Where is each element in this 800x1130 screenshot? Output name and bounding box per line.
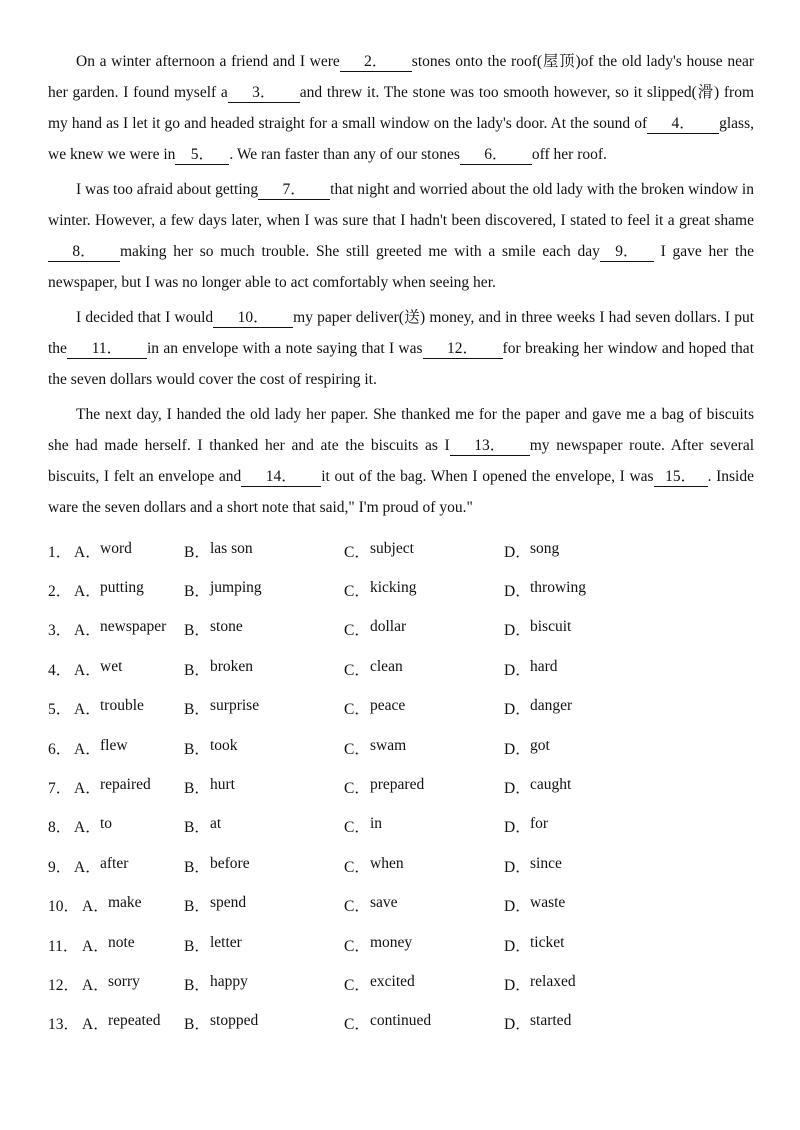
option-b[interactable]	[184, 737, 344, 759]
option-d[interactable]	[504, 618, 644, 640]
option-text: repaired	[100, 776, 151, 794]
option-letter: C．	[344, 583, 370, 601]
option-letter: A．	[74, 583, 101, 601]
option-letter: D．	[504, 937, 531, 955]
option-text: wet	[100, 657, 123, 675]
option-letter: C．	[344, 701, 370, 719]
passage-text: stones onto the roof(屋顶)of the old lady's house near her garden. I found myself a	[48, 53, 754, 101]
option-text: continued	[370, 1012, 432, 1030]
option-c[interactable]	[344, 1012, 504, 1034]
option-text: danger	[530, 697, 573, 715]
blank-6: 6．	[460, 146, 532, 165]
passage-text: in an envelope with a note saying that I was	[146, 340, 423, 357]
option-letter: A．	[82, 898, 109, 916]
passage-paragraph-3	[48, 302, 754, 395]
question-number: 11．	[48, 937, 79, 955]
blank-9: 9．	[600, 243, 654, 262]
option-text: happy	[210, 972, 248, 990]
option-letter: B．	[184, 543, 210, 561]
option-text: dollar	[370, 618, 407, 636]
option-letter: B．	[184, 583, 210, 601]
question-row	[48, 649, 754, 688]
passage-text: . Inside ware the seven dollars and a short note that said," I'm proud of you."	[48, 468, 754, 516]
option-a[interactable]	[48, 618, 184, 640]
passage-paragraph-4	[48, 399, 754, 523]
option-d[interactable]	[504, 540, 644, 562]
option-letter: B．	[184, 780, 210, 798]
option-d[interactable]	[504, 737, 644, 759]
option-text: spend	[210, 894, 247, 912]
option-b[interactable]	[184, 776, 344, 798]
question-row	[48, 886, 754, 925]
option-letter: A．	[74, 858, 101, 876]
passage-text: and threw it. The stone was too smooth however, so it slipped(滑) from my hand as I let it go and headed straight for a small window on the lady's door. At the sound of	[48, 84, 754, 132]
option-b[interactable]	[184, 579, 344, 601]
option-text: started	[530, 1012, 572, 1030]
option-letter: D．	[504, 701, 531, 719]
question-number: 10．	[48, 898, 80, 916]
option-letter: A．	[74, 701, 101, 719]
option-letter: A．	[74, 622, 101, 640]
option-text: in	[370, 815, 383, 833]
option-d[interactable]	[504, 973, 644, 995]
option-letter: A．	[74, 780, 101, 798]
option-letter: B．	[184, 898, 210, 916]
option-letter: B．	[184, 937, 210, 955]
option-letter: D．	[504, 1016, 531, 1034]
question-row	[48, 846, 754, 885]
option-text: stopped	[210, 1012, 259, 1030]
option-c[interactable]	[344, 934, 504, 956]
option-text: at	[210, 815, 222, 833]
option-letter: C．	[344, 819, 370, 837]
option-text: putting	[100, 579, 144, 597]
option-text: for	[530, 815, 549, 833]
option-text: surprise	[210, 697, 260, 715]
option-c[interactable]	[344, 658, 504, 680]
option-text: kicking	[370, 579, 417, 597]
blank-2: 2．	[340, 53, 412, 72]
question-number: 5．	[48, 701, 72, 719]
option-letter: C．	[344, 858, 370, 876]
option-letter: A．	[74, 661, 101, 679]
option-text: before	[210, 854, 250, 872]
option-a[interactable]	[48, 934, 184, 956]
option-c[interactable]	[344, 973, 504, 995]
option-text: prepared	[370, 776, 425, 794]
option-letter: C．	[344, 740, 370, 758]
option-text: jumping	[210, 579, 262, 597]
question-number: 6．	[48, 740, 72, 758]
option-c[interactable]	[344, 540, 504, 562]
blank-4: 4．	[647, 115, 719, 134]
option-a[interactable]	[48, 697, 184, 719]
option-c[interactable]	[344, 697, 504, 719]
passage-text: for breaking her window and hoped that the seven dollars would cover the cost of respiring it.	[48, 340, 754, 388]
passage-paragraph-1	[48, 46, 754, 170]
option-letter: C．	[344, 1016, 370, 1034]
option-letter: B．	[184, 976, 210, 994]
option-letter: B．	[184, 1016, 210, 1034]
option-letter: B．	[184, 858, 210, 876]
option-letter: D．	[504, 543, 531, 561]
option-c[interactable]	[344, 737, 504, 759]
option-text: swam	[370, 736, 407, 754]
option-b[interactable]	[184, 973, 344, 995]
question-number: 9．	[48, 858, 72, 876]
blank-14: 14．	[241, 468, 321, 487]
option-b[interactable]	[184, 894, 344, 916]
option-letter: D．	[504, 780, 531, 798]
option-text: took	[210, 736, 238, 754]
passage-text: that night and worried about the old lady with the broken window in winter. However, a few days later, when I was sure that I hadn't been discovered, I stated to feel it a great shame	[48, 181, 754, 229]
option-letter: D．	[504, 898, 531, 916]
option-letter: B．	[184, 740, 210, 758]
option-letter: A．	[74, 819, 101, 837]
blank-7: 7．	[258, 181, 330, 200]
option-text: letter	[210, 933, 242, 951]
option-text: excited	[370, 972, 415, 990]
option-letter: B．	[184, 622, 210, 640]
option-a[interactable]	[48, 658, 184, 680]
option-d[interactable]	[504, 815, 644, 837]
option-text: got	[530, 736, 550, 754]
option-text: money	[370, 933, 413, 951]
option-letter: C．	[344, 543, 370, 561]
option-b[interactable]	[184, 855, 344, 877]
option-a[interactable]	[48, 540, 184, 562]
option-b[interactable]	[184, 658, 344, 680]
option-text: biscuit	[530, 618, 572, 636]
blank-3: 3．	[228, 84, 300, 103]
option-letter: B．	[184, 701, 210, 719]
question-row	[48, 570, 754, 609]
blank-10: 10．	[213, 309, 293, 328]
option-d[interactable]	[504, 658, 644, 680]
question-row	[48, 925, 754, 964]
option-letter: C．	[344, 780, 370, 798]
question-row	[48, 1004, 754, 1043]
option-letter: B．	[184, 661, 210, 679]
option-a[interactable]	[48, 579, 184, 601]
option-a[interactable]	[48, 894, 184, 916]
option-text: caught	[530, 776, 572, 794]
option-letter: D．	[504, 976, 531, 994]
question-number: 3．	[48, 622, 72, 640]
option-text: hurt	[210, 776, 235, 794]
option-a[interactable]	[48, 737, 184, 759]
option-text: peace	[370, 697, 406, 715]
option-letter: D．	[504, 740, 531, 758]
option-text: after	[100, 854, 129, 872]
option-text: subject	[370, 539, 414, 557]
option-a[interactable]	[48, 776, 184, 798]
option-letter: A．	[74, 543, 101, 561]
option-b[interactable]	[184, 934, 344, 956]
option-c[interactable]	[344, 815, 504, 837]
option-letter: C．	[344, 937, 370, 955]
passage-text: I was too afraid about getting	[76, 181, 259, 198]
option-b[interactable]	[184, 618, 344, 640]
option-d[interactable]	[504, 894, 644, 916]
option-d[interactable]	[504, 934, 644, 956]
option-a[interactable]	[48, 855, 184, 877]
question-row	[48, 807, 754, 846]
option-letter: D．	[504, 858, 531, 876]
option-text: throwing	[530, 579, 586, 597]
option-d[interactable]	[504, 579, 644, 601]
option-text: hard	[530, 657, 558, 675]
option-a[interactable]	[48, 973, 184, 995]
blank-13: 13．	[450, 437, 530, 456]
blank-8: 8．	[48, 243, 120, 262]
option-text: broken	[210, 657, 254, 675]
option-text: sorry	[108, 972, 140, 990]
passage-text: . We ran faster than any of our stones	[229, 146, 460, 163]
question-number: 4．	[48, 661, 72, 679]
option-letter: B．	[184, 819, 210, 837]
option-letter: C．	[344, 661, 370, 679]
question-row	[48, 610, 754, 649]
option-b[interactable]	[184, 540, 344, 562]
option-text: stone	[210, 618, 243, 636]
blank-15: 15．	[654, 468, 708, 487]
option-letter: C．	[344, 622, 370, 640]
option-c[interactable]	[344, 855, 504, 877]
passage-text: I gave her the newspaper, but I was no longer able to act comfortably when seeing her.	[48, 243, 754, 291]
passage-text: The next day, I handed the old lady her paper. She thanked me for the paper and gave me a bag of biscuits she had made herself. I thanked her and ate the biscuits as I	[48, 406, 754, 454]
question-number: 13．	[48, 1016, 80, 1034]
option-a[interactable]	[48, 1012, 184, 1034]
option-a[interactable]	[48, 815, 184, 837]
passage-text: glass, we knew we were in	[48, 115, 754, 163]
option-d[interactable]	[504, 776, 644, 798]
option-text: word	[100, 539, 132, 557]
option-text: clean	[370, 657, 403, 675]
passage-paragraph-2	[48, 174, 754, 298]
option-text: repeated	[108, 1012, 161, 1030]
option-d[interactable]	[504, 697, 644, 719]
option-b[interactable]	[184, 1012, 344, 1034]
option-d[interactable]	[504, 855, 644, 877]
question-number: 12．	[48, 976, 80, 994]
option-text: newspaper	[100, 618, 167, 636]
blank-5: 5．	[175, 146, 229, 165]
passage-text: my paper deliver(送) money, and in three weeks I had seven dollars. I put the	[48, 309, 755, 357]
option-b[interactable]	[184, 815, 344, 837]
option-text: song	[530, 539, 560, 557]
question-number: 8．	[48, 819, 72, 837]
option-c[interactable]	[344, 579, 504, 601]
passage-text: making her so much trouble. She still greeted me with a smile each day	[120, 243, 600, 260]
question-row	[48, 531, 754, 570]
question-number: 7．	[48, 780, 72, 798]
passage-text: I decided that I would	[76, 309, 214, 326]
question-number: 1．	[48, 543, 72, 561]
option-c[interactable]	[344, 618, 504, 640]
option-b[interactable]	[184, 697, 344, 719]
option-letter: D．	[504, 819, 531, 837]
blank-11: 11．	[67, 340, 147, 359]
blank-12: 12．	[423, 340, 503, 359]
passage-text: my newspaper route. After several biscuits, I felt an envelope and	[48, 437, 754, 485]
option-text: make	[108, 894, 142, 912]
question-row	[48, 689, 754, 728]
option-text: note	[108, 933, 135, 951]
option-text: save	[370, 894, 398, 912]
option-letter: C．	[344, 976, 370, 994]
option-letter: A．	[74, 740, 101, 758]
answer-options	[48, 531, 754, 1043]
option-text: to	[100, 815, 113, 833]
question-row	[48, 728, 754, 767]
option-c[interactable]	[344, 776, 504, 798]
option-text: trouble	[100, 697, 144, 715]
option-letter: D．	[504, 622, 531, 640]
option-text: las son	[210, 539, 253, 557]
question-row	[48, 964, 754, 1003]
option-text: flew	[100, 736, 128, 754]
passage-text: it out of the bag. When I opened the envelope, I was	[321, 468, 654, 485]
question-row	[48, 767, 754, 806]
option-text: when	[370, 854, 404, 872]
option-d[interactable]	[504, 1012, 644, 1034]
question-number: 2．	[48, 583, 72, 601]
option-c[interactable]	[344, 894, 504, 916]
option-letter: C．	[344, 898, 370, 916]
passage-text: On a winter afternoon a friend and I were	[76, 53, 340, 70]
option-text: waste	[530, 894, 566, 912]
passage-text: off her roof.	[531, 146, 607, 163]
option-letter: A．	[82, 976, 109, 994]
option-text: since	[530, 854, 562, 872]
option-letter: A．	[82, 937, 109, 955]
option-letter: D．	[504, 583, 531, 601]
option-text: ticket	[530, 933, 565, 951]
option-letter: A．	[82, 1016, 109, 1034]
option-letter: D．	[504, 661, 531, 679]
option-text: relaxed	[530, 972, 576, 990]
